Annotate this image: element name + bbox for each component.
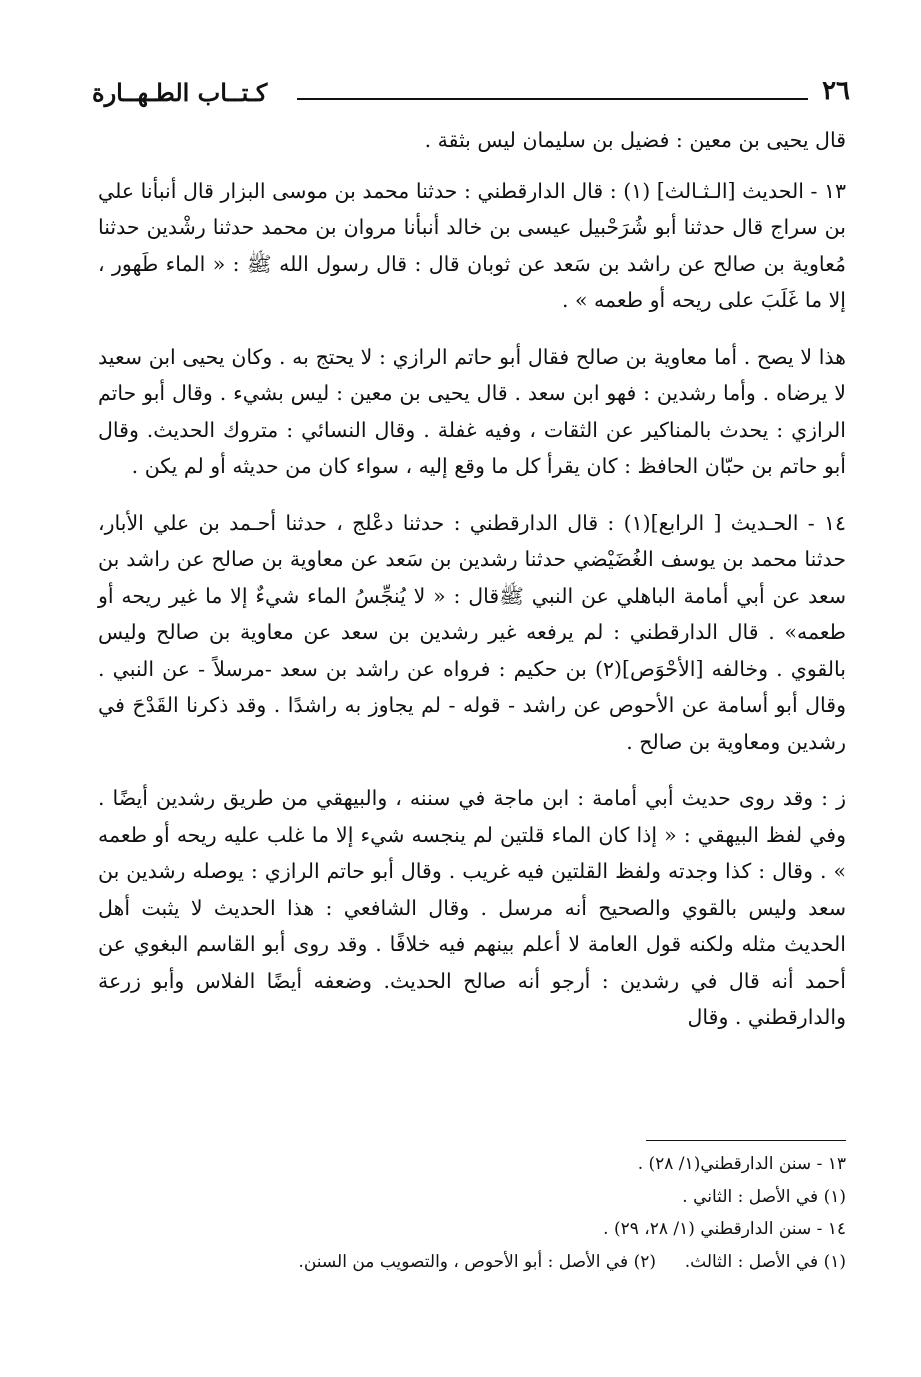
footnote-13-1: (١) في الأصل : الثاني . [682,1186,846,1207]
footnote-list [110,1148,846,1278]
paragraph-commentary-13: هذا لا يصح . أما معاوية بن صالح فقال أبو حاتم الرازي : لا يحتج به . وكان يحيى ابن سعيد لا يرضاه . وأما رشدين : فهو ابن سعد . قال يحيى بن معين : ليس بشيء . وقال أبو حاتم الرازي : يحدث بالمناكير عن الثقات ، وفيه غفلة . وقال النسائي : متروك الحديث. وقال أبو حاتم بن حبّان الحافظ : كان يقرأ كل ما وقع إليه ، سواء كان من حديثه أو لم يكن . [98,344,846,478]
running-title: كـتــاب الطـهــارة [92,78,268,107]
paragraph-intro: قال يحيى بن معين : فضيل بن سليمان ليس بثقة . [424,128,846,152]
footnote-14-2: (٢) في الأصل : أبو الأحوص ، والتصويب من السنن. [298,1251,656,1272]
paragraph-addendum: ز : وقد روى حديث أبي أمامة : ابن ماجة في سننه ، والبيهقي من طريق رشدين أيضًا . وفي لفظ البيهقي : « إذا كان الماء قلتين لم ينجسه شيء إلا ما غلب عليه ريحه أو طعمه » . وقال : كذا وجدته ولفظ القلتين فيه غريب . وقال أبو حاتم الرازي : يوصله رشدين بن سعد وليس بالقوي والصحيح أنه مرسل . وقال الشافعي : هذا الحديث لا يثبت أهل الحديث مثله ولكنه قول العامة لا أعلم بينهم فيه خلافًا . وقد روى أبو القاسم البغوي عن أحمد أنه قال في رشدين : أرجو أنه صالح الحديث. وضعفه أيضًا الفلاس وأبو زرعة والدارقطني . وقال [98,786,846,1029]
footnote-14-1: (١) في الأصل : الثالث. [684,1251,846,1272]
main-text [98,122,846,1036]
paragraph-hadith-14: ١٤ - الحـديث [ الرابع](١) : قال الدارقطني : حدثنا دعْلج ، حدثنا أحـمد بن علي الأبار، حدثنا محمد بن يوسف الغُضَيْضي حدثنا رشدين بن سَعد عن معاوية بن صالح عن راشد بن سعد عن أبي أمامة الباهلي عن النبي ﷺقال : « لا يُنجِّسُ الماء شيءٌ إلا ما غير ريحه أو طعمه» . قال الدارقطني : لم يرفعه غير رشدين بن سعد عن معاوية بن صالح وليس بالقوي . وخالفه [الأحْوَص](٢) بن حكيم : فرواه عن راشد بن سعد -مرسلاً - عن النبي . وقال أبو أسامة عن الأحوص عن راشد - قوله - لم يجاوز به راشدًا . وقد ذكرنا القَدْحَ في رشدين ومعاوية بن صالح . [98,510,847,754]
footnote-row [110,1246,846,1279]
paragraph-hadith-13: ١٣ - الحديث [الـثـالث] (١) : قال الدارقطني : حدثنا محمد بن موسى البزار قال أنبأنا علي بن سراج قال حدثنا أبو شُرَحْبيل عيسى بن خالد أنبأنا مروان بن محمد حدثنا رشْدين حدثنا مُعاوية بن صالح عن راشد بن سَعد عن ثوبان قال : قال رسول الله ﷺ : « الماء طَهور ، إلا ما غَلَبَ على ريحه أو طعمه » . [98,178,846,312]
page-number: ٢٦ [822,76,850,106]
footnote-source-13: ١٣ - سنن الدارقطني(١/ ٢٨) . [637,1154,846,1174]
page-header [92,74,850,114]
footnote-source-14: ١٤ - سنن الدارقطني (١/ ٢٨، ٢٩) . [603,1219,846,1239]
footnote-rule [646,1140,846,1141]
header-rule [297,98,808,100]
